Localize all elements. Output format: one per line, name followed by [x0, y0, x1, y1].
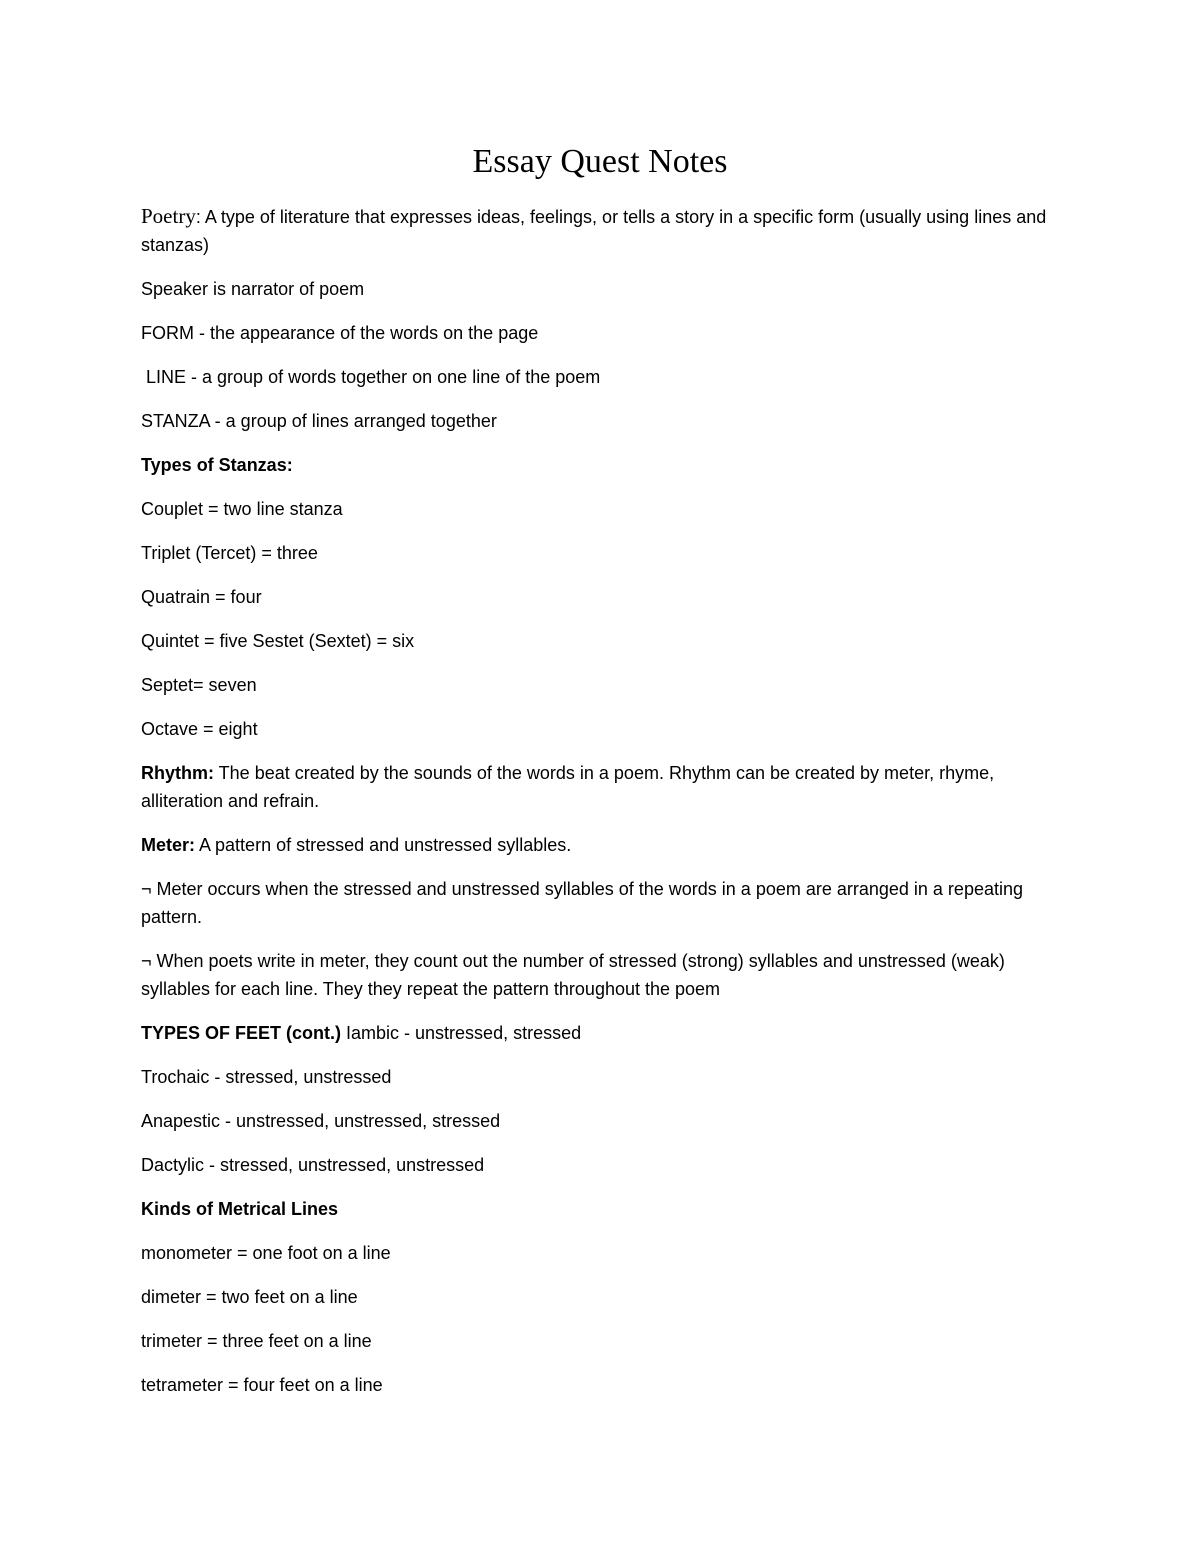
metrical-lines-heading: [141, 1195, 1071, 1223]
meter-note: ¬ When poets write in meter, they count out the number of stressed (strong) syllables and unstressed (weak) syllables for each line. They they repeat the pattern throughout the poem: [141, 951, 1005, 999]
meter-term: Meter:: [141, 835, 196, 855]
poetry-text: : A type of literature that expresses ideas, feelings, or tells a story in a specific form (usually using lines and stanzas): [141, 207, 1047, 255]
stanza-type-item: Couplet = two line stanza: [141, 499, 343, 519]
rhythm-definition: [141, 759, 1071, 815]
stanza-types-heading: [141, 451, 1071, 479]
metrical-lines-heading-text: Kinds of Metrical Lines: [141, 1199, 339, 1219]
metrical-line-item: tetrameter = four feet on a line: [141, 1375, 383, 1395]
stanza-types-heading-text: Types of Stanzas:: [141, 455, 293, 475]
poetry-term: Poetry: [141, 204, 196, 228]
feet-item: Trochaic - stressed, unstressed: [141, 1067, 392, 1087]
rhythm-term: Rhythm:: [141, 763, 214, 783]
poetry-definition: [141, 202, 1071, 259]
page-title: Essay Quest Notes: [472, 143, 728, 180]
form-note: FORM - the appearance of the words on the page: [141, 323, 539, 343]
meter-text: A pattern of stressed and unstressed syllables.: [195, 835, 572, 855]
speaker-note: Speaker is narrator of poem: [141, 279, 365, 299]
stanza-type-item: Octave = eight: [141, 719, 258, 739]
stanza-type-item: Quintet = five Sestet (Sextet) = six: [141, 631, 415, 651]
line-note: LINE - a group of words together on one line of the poem: [141, 367, 601, 387]
metrical-line-item: dimeter = two feet on a line: [141, 1287, 358, 1307]
feet-item: Anapestic - unstressed, unstressed, stressed: [141, 1111, 501, 1131]
stanza-type-item: Triplet (Tercet) = three: [141, 543, 318, 563]
notes-body: [141, 202, 1071, 1415]
feet-first-item: Iambic - unstressed, stressed: [341, 1023, 582, 1043]
metrical-line-item: monometer = one foot on a line: [141, 1243, 391, 1263]
stanza-note: STANZA - a group of lines arranged together: [141, 411, 497, 431]
meter-note: ¬ Meter occurs when the stressed and unstressed syllables of the words in a poem are arranged in a repeating pattern.: [141, 879, 1023, 927]
meter-definition: [141, 831, 1071, 859]
feet-types: [141, 1019, 1071, 1047]
rhythm-text: The beat created by the sounds of the words in a poem. Rhythm can be created by meter, rhyme, alliteration and refrain.: [141, 763, 995, 811]
feet-item: Dactylic - stressed, unstressed, unstressed: [141, 1155, 485, 1175]
metrical-line-item: trimeter = three feet on a line: [141, 1331, 372, 1351]
stanza-type-item: Quatrain = four: [141, 587, 262, 607]
stanza-type-item: Septet= seven: [141, 675, 257, 695]
feet-heading: TYPES OF FEET (cont.): [141, 1023, 342, 1043]
